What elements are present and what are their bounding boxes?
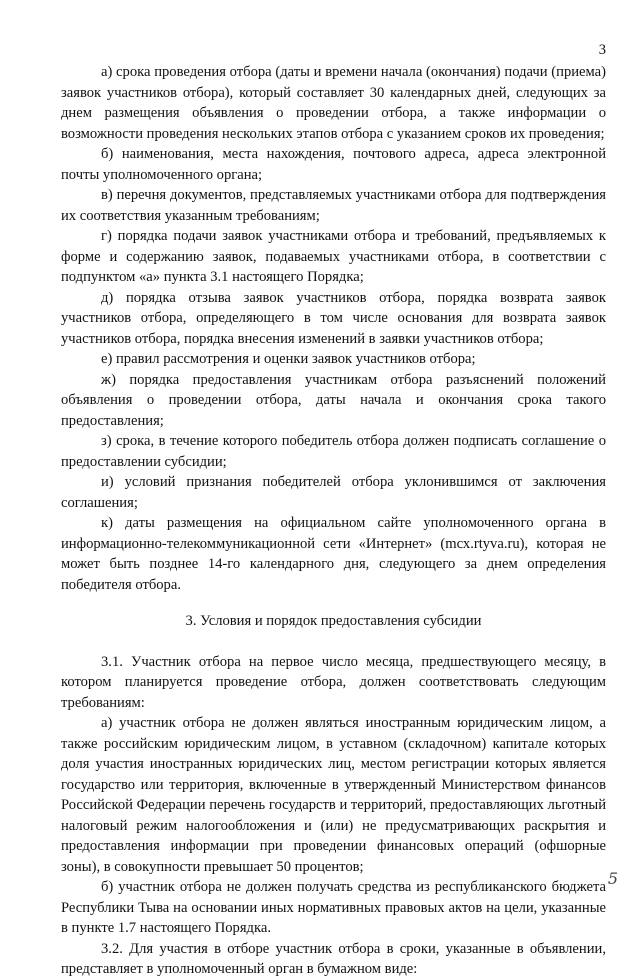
list-item-z: з) срока, в течение которого победитель отбора должен подписать соглашение о предоставлении субсидии; xyxy=(61,433,606,470)
paragraph-3-1: 3.1. Участник отбора на первое число месяца, предшествующего месяцу, в котором планируется проведение отбора, должен соответствовать следующим требованиям: xyxy=(61,653,606,711)
list-item-a: а) срока проведения отбора (даты и времени начала (окончания) подачи (приема) заявок участников отбора), который составляет 30 календарных дней, следующих за днем размещения объявления о проведении отбора, а также информации о возможности проведения нескольких этапов отбора с указанием сроков их проведения; xyxy=(61,64,606,142)
handwritten-page-mark: 5 xyxy=(607,868,618,888)
list-item-k: к) даты размещения на официальном сайте уполномоченного органа в информационно-телекоммуникационной сети «Интернет» (mсх.rtyva.ru), которая не может быть позднее 14-го календарного дня, следующего за днем определения победителя отбора. xyxy=(61,515,606,593)
list-item-g: г) порядка подачи заявок участниками отбора и требований, предъявляемых к форме и содержанию заявок, подаваемых участниками отбора, в соответствии с подпунктом «а» пункта 3.1 настоящего Порядка; xyxy=(61,228,606,285)
list-item-i: и) условий признания победителей отбора уклонившимся от заключения соглашения; xyxy=(61,474,606,511)
list-item-b: б) наименования, места нахождения, почтового адреса, адреса электронной почты уполномоченного органа; xyxy=(61,146,606,183)
list-item-v: в) перечня документов, представляемых участниками отбора для подтверждения их соответствия указанным требованиям; xyxy=(61,187,606,224)
paragraph-3-2: 3.2. Для участия в отборе участник отбора в сроки, указанные в объявлении, представляет в уполномоченный орган в бумажном виде: xyxy=(61,940,606,977)
paragraph-3-1-a: а) участник отбора не должен являться иностранным юридическим лицом, а также российским юридическим лицом, в уставном (складочном) капитале которых доля участия иностранных юридических лиц, местом регистрации которых является государство или территория, включенные в утвержденный Министерством финансов Российской Федерации перечень государств и территорий, предоставляющих льготный налоговый режим налогообложения и (или) не предусматривающих раскрытия и предоставления информации при проведении финансовых операций (офшорные зоны), в совокупности превышает 50 процентов; xyxy=(61,715,606,875)
list-item-d: д) порядка отзыва заявок участников отбора, порядка возврата заявок участников отбора, определяющего в том числе основания для возврата заявок участников отбора, порядка внесения изменений в заявки участников отбора; xyxy=(61,289,606,347)
page-number: 3 xyxy=(598,42,606,58)
paragraph-3-1-b: б) участник отбора не должен получать средства из республиканского бюджета Республики Тыва на основании иных нормативных правовых актов на цели, указанные в пункте 1.7 настоящего Порядка. xyxy=(61,879,606,936)
section-heading: 3. Условия и порядок предоставления субсидии xyxy=(185,613,482,629)
list-item-zh: ж) порядка предоставления участникам отбора разъяснений положений объявления о проведении отбора, даты начала и окончания срока такого предоставления; xyxy=(61,371,606,429)
list-item-e: е) правил рассмотрения и оценки заявок участников отбора; xyxy=(101,351,476,367)
